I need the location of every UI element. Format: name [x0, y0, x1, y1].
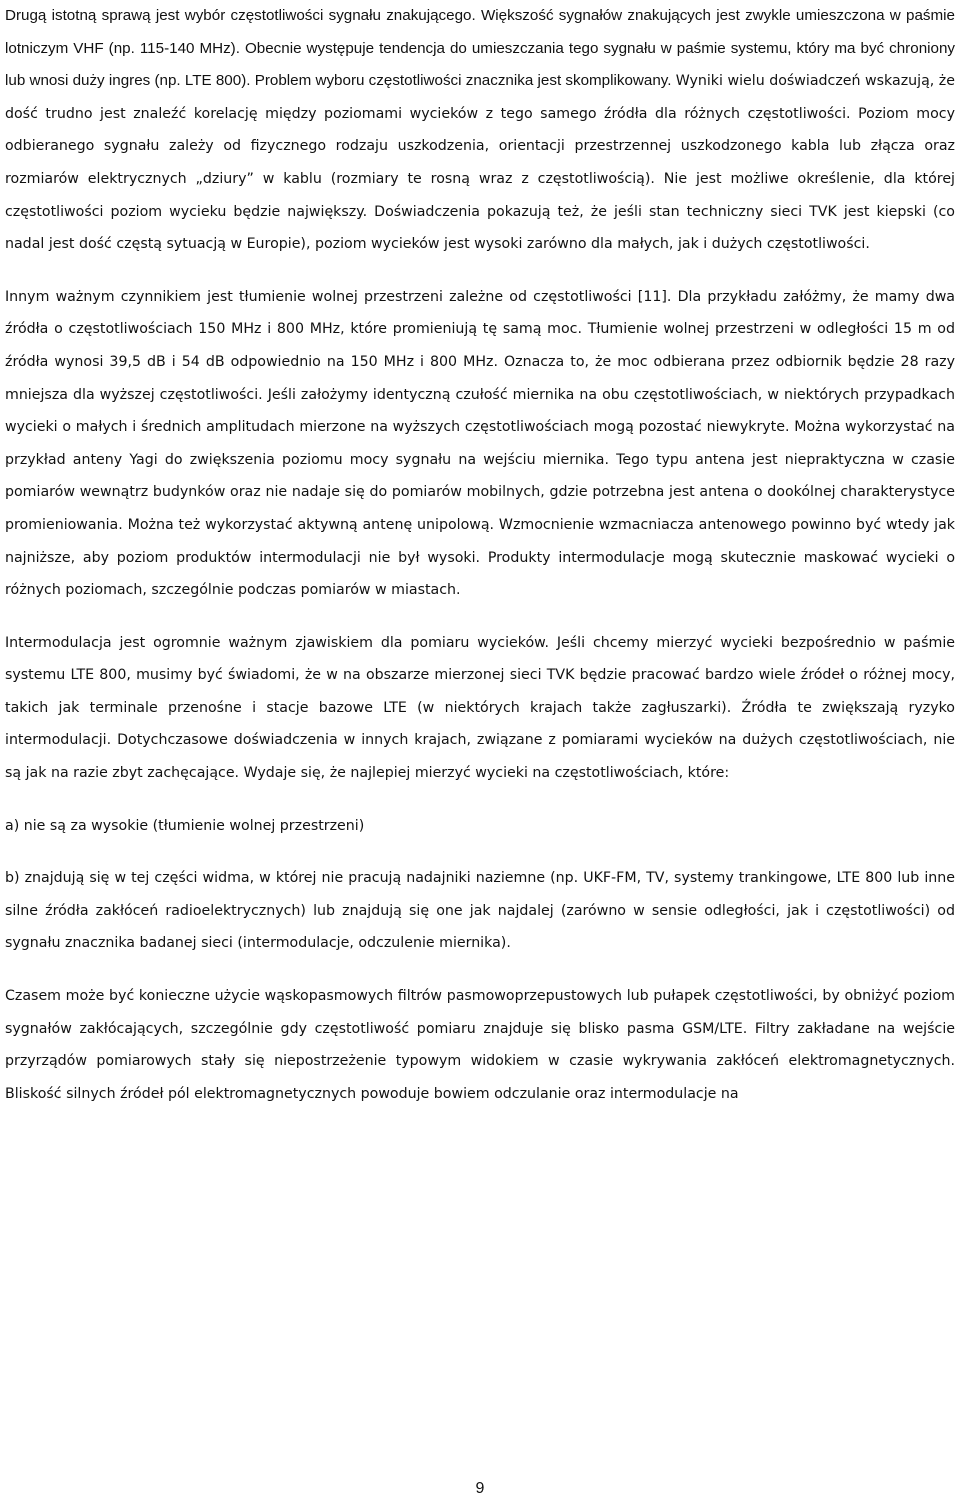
paragraph-text-segment: Czasem może być konieczne użycie wąskopasmowych filtrów pasmowoprzepustowych lub pułapek częstotliwości, by obniżyć poziom sygnałów zakłócających, szczególnie gdy częstotliwość pomiaru znajduje się blisko pasma GSM/LTE. Filtry zakładane na wejście przyrządów pomiarowych stały się niepostrzeżenie typowym widokiem w czasie wykrywania zakłóceń elektromagnetycznych. Bliskość silnych źródeł pól elektromagnetycznych powoduje bowiem odczulanie oraz intermodulacje na	[5, 988, 955, 1102]
list-item-text: a) nie są za wysokie (tłumienie wolnej przestrzeni)	[5, 817, 365, 834]
paragraph-gap	[5, 261, 955, 281]
list-item-a	[5, 810, 955, 843]
paragraph-text-segment: Innym ważnym czynnikiem jest tłumienie wolnej przestrzeni zależne od częstotliwości [11]. Dla przykładu załóżmy, że mamy dwa źródła o częstotliwościach 150 MHz i 800 MHz, które promieniują tę samą moc. Tłumienie wolnej przestrzeni w odległości 15 m od źródła wynosi 39,5 dB i 54 dB odpowiednio na 150 MHz i 800 MHz. Oznacza to, że moc odbierana przez odbiornik będzie 28 razy mniejsza dla wyższej częstotliwości. Jeśli założymy identyczną czułość miernika na obu częstotliwościach, w niektórych przypadkach wycieki o małych i średnich amplitudach mierzone na wyższych częstotliwościach mogą pozostać niewykryte. Można wykorzystać na przykład anteny Yagi do zwiększenia poziomu mocy sygnału na wejściu miernika. Tego typu antena jest niepraktyczna w czasie pomiarów wewnątrz budynków oraz nie nadaje się do pomiarów mobilnych, gdzie potrzebna jest antena o dookólnej charakterystyce promieniowania. Można też wykorzystać aktywną antenę unipolową. Wzmocnienie wzmacniacza antenowego powinno być wtedy jak najniższe, aby poziom produktów intermodulacji nie był wysoki. Produkty intermodulacje mogą skutecznie maskować wycieki o różnych poziomach, szczególnie podczas pomiarów w miastach.	[5, 288, 955, 599]
paragraph-intermodulation	[5, 627, 955, 790]
paragraph-free-space-attenuation	[5, 281, 955, 607]
paragraph-gap	[5, 607, 955, 627]
document-page	[5, 0, 955, 1509]
paragraph-gap	[5, 960, 955, 980]
page-number: 9	[475, 1480, 485, 1497]
list-item-b	[5, 862, 955, 960]
paragraph-text-segment: Wyniki wielu doświadczeń wskazują, że dość trudno jest znaleźć korelację między poziomami wycieków z tego samego źródła dla różnych częstotliwości. Poziom mocy odbieranego sygnału zależy od fizycznego rodzaju uszkodzenia, orientacji przestrzennej uszkodzonego kabla lub złącza oraz rozmiarów elektrycznych „dziury” w kablu (rozmiary te rosną wraz z częstotliwością). Nie jest możliwe określenie, dla której częstotliwości poziom wycieku będzie największy. Doświadczenia pokazują też, że jeśli stan techniczny sieci TVK jest kiepski (co nadal jest dość częstą sytuacją w Europie), poziom wycieków jest wysoki zarówno dla małych, jak i dużych częstotliwości.	[5, 73, 955, 253]
paragraph-text-segment: Drugą istotną sprawą jest wybór częstotliwości sygnału znakującego. Większość sygnałów znakujących jest zwykle umieszczona w paśmie lotniczym VHF (np. 115-140 MHz). Obecnie występuje tendencja do umieszczania tego sygnału w paśmie systemu, który ma być chroniony lub wnosi duży ingres (np. LTE 800). Problem wyboru częstotliwości znacznika jest skomplikowany.	[5, 7, 955, 90]
paragraph-marker-frequency	[5, 0, 955, 261]
paragraph-filters	[5, 980, 955, 1110]
paragraph-gap	[5, 790, 955, 810]
paragraph-gap	[5, 842, 955, 862]
paragraph-text-segment: Intermodulacja jest ogromnie ważnym zjawiskiem dla pomiaru wycieków. Jeśli chcemy mierzyć wycieki bezpośrednio w paśmie systemu LTE 800, musimy być świadomi, że w na obszarze mierzonej sieci TVK będzie pracować bardzo wiele źródeł o różnej mocy, takich jak terminale przenośne i stacje bazowe LTE (w niektórych krajach także zagłuszarki). Źródła te zwiększają ryzyko intermodulacji. Dotychczasowe doświadczenia w innych krajach, związane z pomiarami wycieków na dużych częstotliwościach, nie są jak na razie zbyt zachęcające. Wydaje się, że najlepiej mierzyć wycieki na częstotliwościach, które:	[5, 634, 955, 782]
list-item-text: b) znajdują się w tej części widma, w której nie pracują nadajniki naziemne (np. UKF-FM, TV, systemy trankingowe, LTE 800 lub inne silne źródła zakłóceń radioelektrycznych) lub znajdują się one jak najdalej (zarówno w sensie odległości, jak i częstotliwości) od sygnału znacznika badanej sieci (intermodulacje, odczulenie miernika).	[5, 870, 955, 952]
